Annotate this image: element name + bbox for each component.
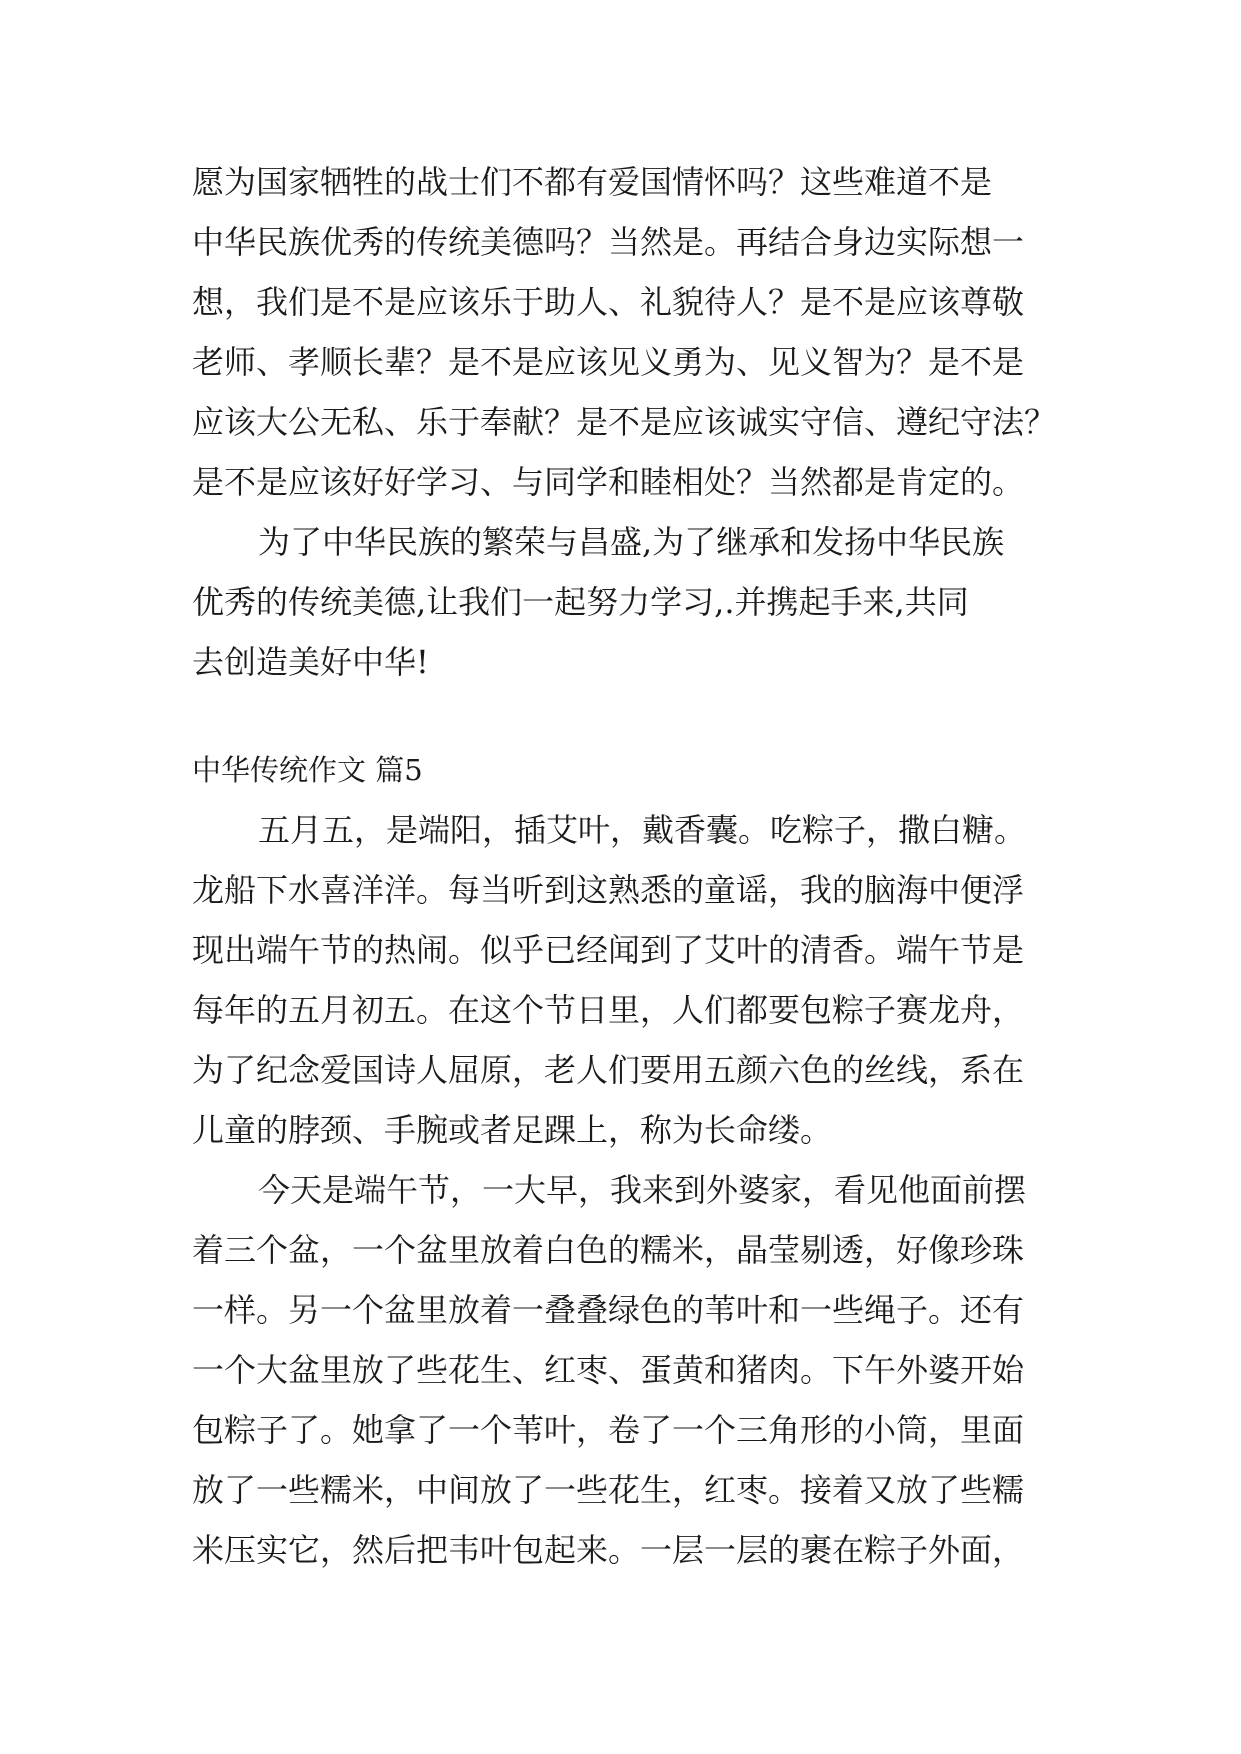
paragraph-line: 五月五，是端阳，插艾叶，戴香囊。吃粽子，撒白糖。 <box>258 811 1027 849</box>
paragraph-line: 应该大公无私、乐于奉献？是不是应该诚实守信、遵纪守法？ <box>192 403 1057 441</box>
paragraph-line: 今天是端午节，一大早，我来到外婆家，看见他面前摆 <box>258 1171 1027 1209</box>
paragraph-line: 是不是应该好好学习、与同学和睦相处？当然都是肯定的。 <box>192 463 1025 501</box>
paragraph-line: 愿为国家牺牲的战士们不都有爱国情怀吗？这些难道不是 <box>192 163 993 201</box>
paragraph-line: 包粽子了。她拿了一个苇叶，卷了一个三角形的小筒，里面 <box>192 1411 1025 1449</box>
paragraph-line: 优秀的传统美德,让我们一起努力学习,.并携起手来,共同 <box>192 583 969 621</box>
section-heading: 中华传统作文 篇5 <box>192 753 423 787</box>
paragraph-line: 一样。另一个盆里放着一叠叠绿色的苇叶和一些绳子。还有 <box>192 1291 1025 1329</box>
paragraph-line: 为了纪念爱国诗人屈原，老人们要用五颜六色的丝线，系在 <box>192 1051 1025 1089</box>
paragraph-line: 想，我们是不是应该乐于助人、礼貌待人？是不是应该尊敬 <box>192 283 1025 321</box>
paragraph-line: 现出端午节的热闹。似乎已经闻到了艾叶的清香。端午节是 <box>192 931 1025 969</box>
paragraph-line: 龙船下水喜洋洋。每当听到这熟悉的童谣，我的脑海中便浮 <box>192 871 1025 909</box>
paragraph-line: 去创造美好中华! <box>192 643 429 681</box>
paragraph-line: 放了一些糯米，中间放了一些花生，红枣。接着又放了些糯 <box>192 1471 1025 1509</box>
paragraph-line: 着三个盆，一个盆里放着白色的糯米，晶莹剔透，好像珍珠 <box>192 1231 1025 1269</box>
paragraph-line: 中华民族优秀的传统美德吗？当然是。再结合身边实际想一 <box>192 223 1025 261</box>
paragraph-line: 每年的五月初五。在这个节日里，人们都要包粽子赛龙舟， <box>192 991 1025 1029</box>
paragraph-line: 为了中华民族的繁荣与昌盛,为了继承和发扬中华民族 <box>258 523 1005 561</box>
paragraph-line: 老师、孝顺长辈？是不是应该见义勇为、见义智为？是不是 <box>192 343 1025 381</box>
paragraph-line: 一个大盆里放了些花生、红枣、蛋黄和猪肉。下午外婆开始 <box>192 1351 1025 1389</box>
paragraph-line: 儿童的脖颈、手腕或者足踝上，称为长命缕。 <box>192 1111 833 1149</box>
paragraph-line: 米压实它，然后把韦叶包起来。一层一层的裹在粽子外面， <box>192 1531 1025 1569</box>
